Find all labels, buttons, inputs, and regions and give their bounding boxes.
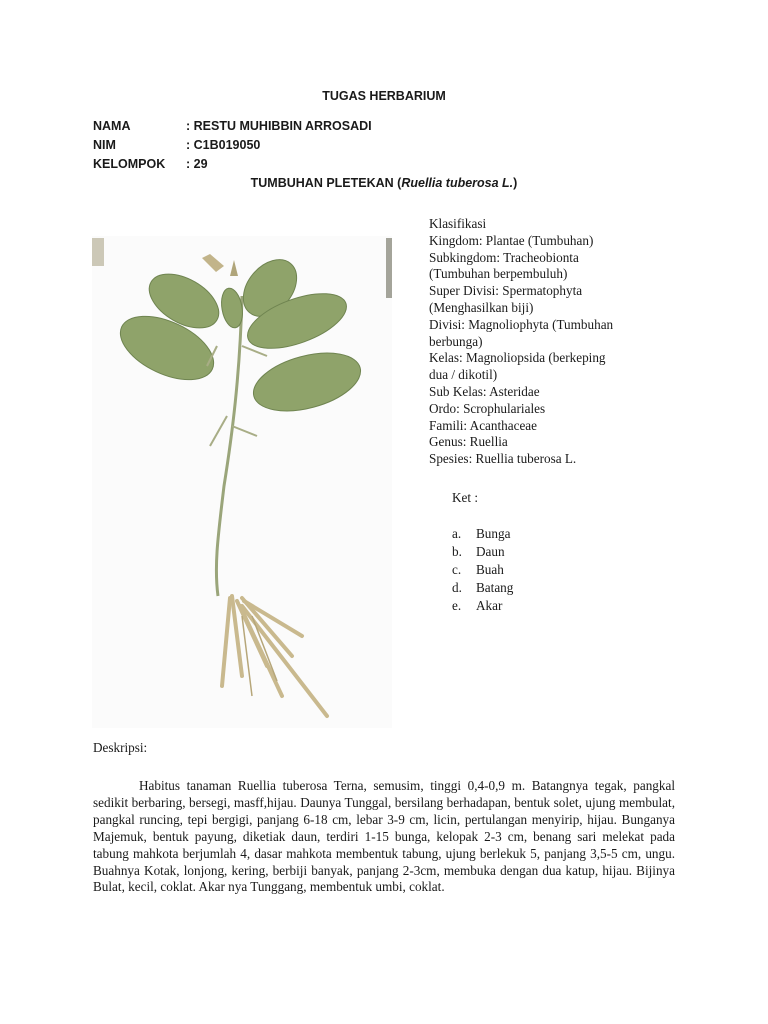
klasifikasi-line: dua / dikotil) <box>429 367 498 383</box>
info-value: : RESTU MUHIBBIN ARROSADI <box>186 119 372 133</box>
info-row-kelompok <box>93 157 208 171</box>
klasifikasi-line: Famili: Acanthaceae <box>429 417 538 433</box>
klasifikasi-line: Subkingdom: Tracheobionta <box>429 249 579 265</box>
klasifikasi-line: Spesies: Ruellia tuberosa L. <box>429 451 577 467</box>
info-label: NIM <box>93 138 116 152</box>
list-item <box>452 579 513 597</box>
list-item <box>452 525 513 543</box>
plant-title-latin: Ruellia tuberosa L. <box>401 176 514 190</box>
list-text: Akar <box>476 598 503 613</box>
plant-title <box>0 176 768 190</box>
list-item <box>452 561 513 579</box>
deskripsi-paragraph: Habitus tanaman Ruellia tuberosa Terna, semusim, tinggi 0,4-0,9 m. Batangnya tegak, pangkal sedikit berbaring, bersegi, masff,hijau. Daunya Tunggal, bersilang berhadapan, bentuk solet, ujung membulat, pangkal runcing, tepi bergigi, panjang 6-18 cm, lebar 3-9 cm, licin, pertulangan menyirip, hijau. Bunganya Majemuk, bentuk payung, diketiak daun, terdiri 1-15 bunga, kelopak 2-3 cm, benang sari melekat pada tabung mahkota berjumlah 4, dasar mahkota membentuk tabung, ujung berlekuk 5, panjang 3,5-5 cm, ungu. Buahnya Kotak, lonjong, kering, berbiji banyak, panjang 2-3cm, membuka dengan dua katup, hijau. Bijinya Bulat, kecil, coklat. Akar nya Tunggang, membentuk umbi, coklat. <box>93 778 675 895</box>
klasifikasi-line: Kelas: Magnoliopsida (berkeping <box>429 350 606 366</box>
list-item <box>452 543 513 561</box>
klasifikasi-line: (Menghasilkan biji) <box>429 299 534 315</box>
info-value: : 29 <box>186 157 208 171</box>
document-title: TUGAS HERBARIUM <box>322 89 446 103</box>
klasifikasi-line: Sub Kelas: Asteridae <box>429 383 540 399</box>
klasifikasi-block <box>429 216 679 468</box>
klasifikasi-line: (Tumbuhan berpembuluh) <box>429 266 568 282</box>
deskripsi-title: Deskripsi: <box>93 740 148 755</box>
list-text: Buah <box>476 562 504 577</box>
klasifikasi-line: Super Divisi: Spermatophyta <box>429 283 583 299</box>
info-label: NAMA <box>93 119 131 133</box>
klasifikasi-line: berbunga) <box>429 333 483 349</box>
info-row-nama <box>93 119 372 133</box>
list-text: Bunga <box>476 526 511 541</box>
ket-list <box>452 525 513 615</box>
list-marker: b. <box>452 544 462 559</box>
klasifikasi-line: Divisi: Magnoliophyta (Tumbuhan <box>429 316 614 332</box>
klasifikasi-line: Kingdom: Plantae (Tumbuhan) <box>429 232 594 248</box>
list-marker: e. <box>452 598 462 613</box>
list-marker: a. <box>452 526 462 541</box>
klasifikasi-line: Ordo: Scrophulariales <box>429 400 546 416</box>
plant-title-suffix: ) <box>513 176 518 190</box>
info-label: KELOMPOK <box>93 157 166 171</box>
klasifikasi-line: Genus: Ruellia <box>429 434 508 450</box>
list-text: Batang <box>476 580 514 595</box>
list-item <box>452 597 513 615</box>
plant-title-prefix: TUMBUHAN PLETEKAN ( <box>250 176 402 190</box>
list-marker: d. <box>452 580 462 595</box>
list-text: Daun <box>476 544 505 559</box>
herbarium-photo <box>92 236 392 728</box>
ket-title: Ket : <box>452 490 479 505</box>
info-value: : C1B019050 <box>186 138 261 152</box>
info-row-nim <box>93 138 260 152</box>
klasifikasi-line: Klasifikasi <box>429 216 487 231</box>
list-marker: c. <box>452 562 462 577</box>
